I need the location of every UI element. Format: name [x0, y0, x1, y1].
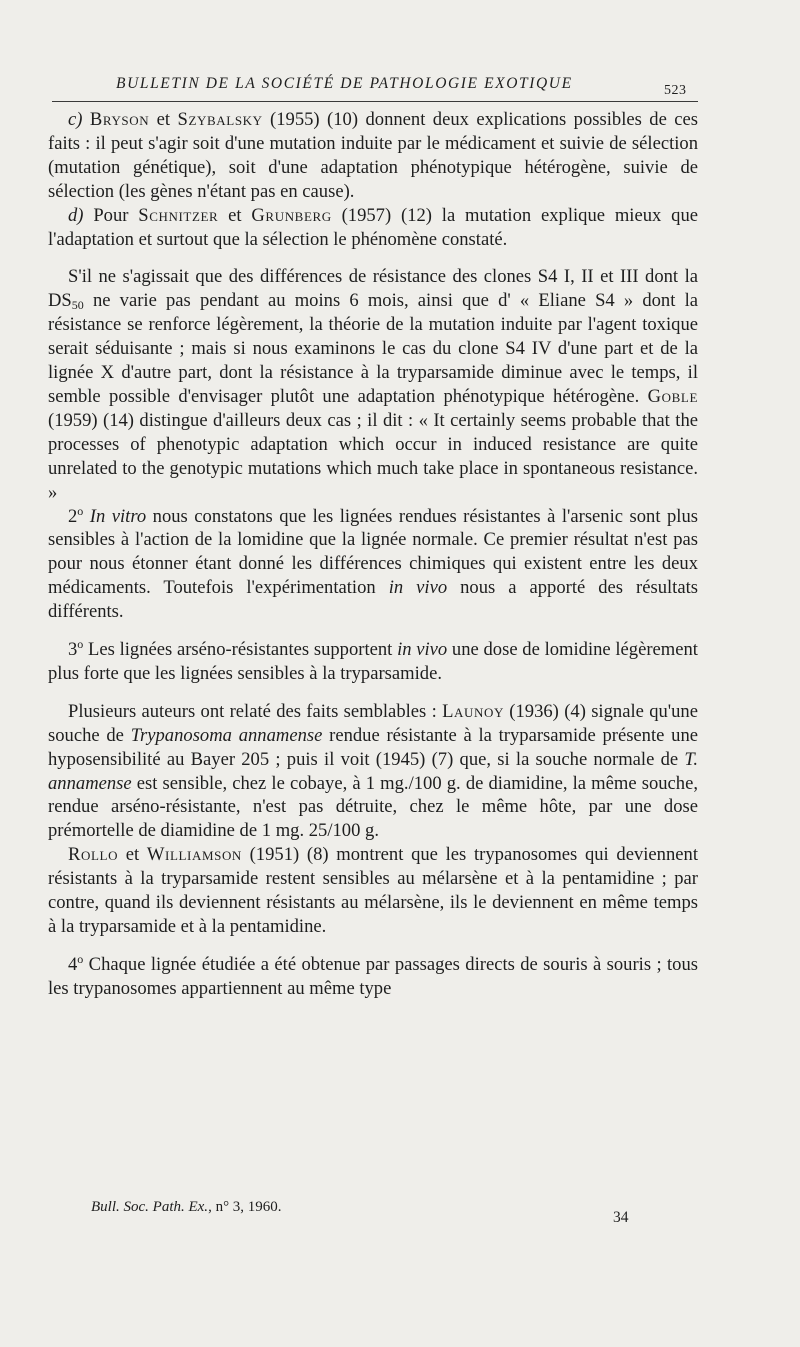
text-run: ne varie pas pendant au moins 6 mois, ainsi que d' « Eliane S4 » dont la résistance se renforce légèrement, la théorie de la mutation induite par l'agent toxique serait séduisante ; mais si nous examinons le cas du clone S4 IV d'une part et de la lignée X d'autre part, dont la résistance à la tryparsamide diminue avec le temps, il semble possible d'envisager plutôt une adaptation phénotypique hétérogène.	[48, 290, 698, 407]
superscript: o	[77, 951, 84, 966]
author-name: Bryson	[89, 109, 150, 130]
item-number: 4	[68, 953, 78, 975]
paragraph-mutation-theory	[48, 265, 698, 504]
text-run: (1936) (4) signale qu'une souche de	[48, 700, 698, 746]
author-name: Szybalsky	[177, 109, 263, 130]
author-name: Williamson	[146, 844, 242, 866]
running-header: BULLETIN DE LA SOCIÉTÉ DE PATHOLOGIE EXOTIQUE	[116, 75, 573, 92]
text-run: et	[218, 204, 252, 226]
paragraph-similar-facts	[48, 700, 698, 843]
sheet-number: 34	[613, 1209, 629, 1226]
text-run: Pour	[83, 204, 139, 226]
page-number: 523	[664, 83, 687, 98]
text-run: et	[118, 844, 147, 866]
author-name: Rollo	[68, 844, 119, 866]
superscript: o	[77, 636, 84, 651]
italic-term: T. annamense	[48, 748, 698, 794]
header-rule	[52, 101, 698, 102]
superscript: o	[77, 503, 84, 518]
journal-name: Bull. Soc. Path. Ex.	[91, 1199, 209, 1215]
paragraph-c	[48, 108, 698, 204]
author-name: Schnitzer	[138, 204, 219, 226]
author-name: Launoy	[442, 700, 504, 722]
item-number: 2	[68, 505, 78, 527]
journal-issue: , n° 3, 1960.	[208, 1199, 282, 1215]
paragraph-lineage	[48, 953, 698, 1001]
paragraph-rollo-williamson	[48, 843, 698, 939]
text-run: nous a apporté des résultats différents.	[48, 577, 698, 623]
text-run: rendue résistante à la tryparsamide présente une hyposensibilité au Bayer 205 ; puis il voit (1945) (7) que, si la souche normale de	[48, 724, 699, 770]
text-run: une dose de lomidine légèrement plus forte que les lignées sensibles à la tryparsamide.	[48, 639, 698, 684]
text-run: Plusieurs auteurs ont relaté des faits semblables :	[68, 700, 443, 722]
text-run: S'il ne s'agissait que des différences de résistance des clones S4 I, II et III dont la DS	[48, 266, 698, 312]
subscript: 50	[71, 298, 84, 313]
italic-term: In vitro	[89, 505, 147, 527]
text-run: nous constatons que les lignées rendues résistantes à l'arsenic sont plus sensibles à l'action de la lomidine que la lignée normale. Ce premier résultat n'est pas pour nous étonner étant donné les différences chimiques qui existent entre les deux médicaments. Toutefois l'expérimentation	[48, 505, 698, 599]
paragraph-d	[48, 204, 698, 252]
text-run: (1959) (14) distingue d'ailleurs deux cas ; il dit : « It certainly seems probable that the processes of phenotypic adaptation which occur in induced resistance are quite unrelated to the genotypic mutations which much take place in spontaneous resistance. »	[48, 409, 698, 503]
italic-term: in vivo	[388, 577, 448, 599]
paragraph-in-vivo	[48, 638, 698, 686]
author-name: Grunberg	[251, 204, 332, 226]
text-run: et	[149, 109, 178, 130]
text-run: est sensible, chez le cobaye, à 1 mg./100 g. de diamidine, la même souche, rendue arséno-résistante, n'est pas détruite, chez le même hôte, par une dose prémortelle de diamidine de 1 mg. 25/100 g.	[48, 772, 698, 842]
text-run: (1957) (12) la mutation explique mieux que l'adaptation et surtout que la sélection le phénomène constaté.	[48, 204, 698, 250]
item-number: 3	[68, 639, 78, 661]
text-run: Chaque lignée étudiée a été obtenue par passages directs de souris à souris ; tous les trypanosomes appartiennent au même type	[48, 953, 698, 999]
italic-term: in vivo	[397, 639, 448, 661]
italic-term: Trypanosoma annamense	[130, 724, 323, 746]
item-label: d)	[68, 204, 84, 226]
author-name: Goble	[647, 385, 698, 407]
item-label: c)	[68, 109, 83, 130]
paragraph-in-vitro	[48, 505, 698, 625]
text-run: (1955) (10) donnent deux explications possibles de ces faits : il peut s'agir soit d'une mutation induite par le médicament et suivie de sélection (mutation génétique), soit d'une adaptation phénotypique hétérogène, suivie de sélection (les gènes n'étant pas en cause).	[48, 109, 699, 202]
journal-citation	[91, 1199, 282, 1216]
text-run: Les lignées arséno-résistantes supportent	[83, 639, 398, 661]
text-run: (1951) (8) montrent que les trypanosomes qui deviennent résistants à la tryparsamide restent sensibles au mélarsène et à la pentamidine ; par contre, quand ils deviennent résistants au mélarsène, ils le deviennent en même temps à la tryparsamide et à la pentamidine.	[48, 844, 698, 937]
article-body	[48, 108, 698, 1001]
